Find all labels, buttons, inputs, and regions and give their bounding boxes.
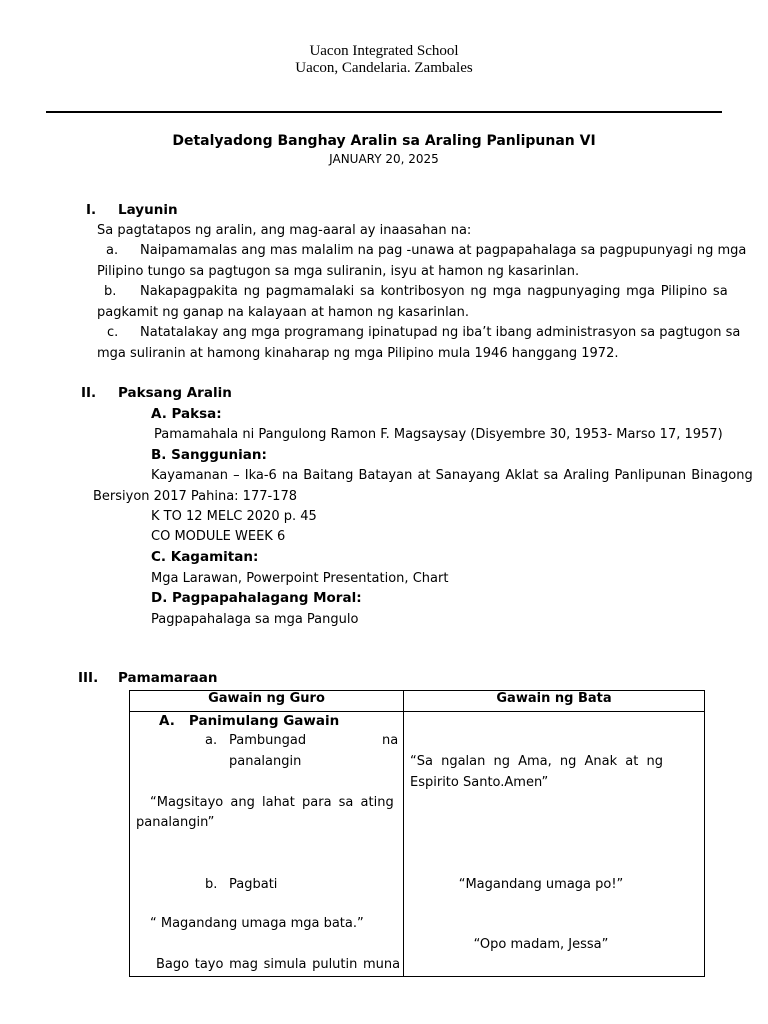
objective-a-line2: Pilipino tungo sa pagtugon sa mga suliranin, isyu at hamon ng kasarinlan. [97,264,580,279]
item-a-line2: panalangin [229,754,302,769]
section-2-number: II. [81,385,97,401]
bata-cell [404,712,705,977]
panimulang-gawain-heading: A. Panimulang Gawain [159,713,340,729]
item-a-line1-right: na [382,733,399,748]
kagamitan-label: C. Kagamitan: [151,549,259,565]
prayer-instruction-line1: “Magsitayo ang lahat para sa ating [150,795,394,810]
section-1-title: Layunin [118,202,178,218]
objective-a-line1: Naipamamalas ang mas malalim na pag -unawa at pagpapahalaga sa pagpupunyagi ng mga [140,243,747,258]
table-row [130,712,705,977]
objective-b-line1: Nakapagpakita ng pagmamalaki sa kontribosyon ng mga nagpunyaging mga Pilipino sa [140,284,728,299]
student-prayer-line1: “Sa ngalan ng Ama, ng Anak at ng [410,754,663,769]
document-date: JANUARY 20, 2025 [329,152,439,166]
objective-c-marker: c. [107,325,119,340]
column-header-guro: Gawain ng Guro [130,691,404,712]
sanggunian-label: B. Sanggunian: [151,447,267,463]
section-3-number: III. [78,670,99,686]
moral-label: D. Pagpapahalagang Moral: [151,590,362,606]
objective-a-marker: a. [106,243,119,258]
section-1-number: I. [86,202,97,218]
guro-cell [130,712,404,977]
school-name: Uacon Integrated School [309,43,459,59]
item-b-text: Pagbati [229,877,278,892]
objective-b-marker: b. [104,284,117,299]
document-title: Detalyadong Banghay Aralin sa Araling Panlipunan VI [172,133,596,149]
objectives-intro: Sa pagtatapos ng aralin, ang mag-aaral ay inaasahan na: [97,223,472,238]
header-divider [46,111,722,113]
section-2-title: Paksang Aralin [118,385,232,401]
sanggunian-line4: CO MODULE WEEK 6 [151,529,286,544]
kagamitan-value: Mga Larawan, Powerpoint Presentation, Chart [151,571,449,586]
item-a-line1-left: Pambungad [229,733,307,748]
item-b-marker: b. [205,877,218,892]
student-reply: “Opo madam, Jessa” [473,937,609,952]
student-greeting-reply: “Magandang umaga po!” [458,877,624,892]
school-address: Uacon, Candelaria. Zambales [295,60,473,76]
item-a-marker: a. [205,733,218,748]
activities-table [129,690,705,977]
objective-c-line1: Natatalakay ang mga programang ipinatupad ng iba’t ibang administrasyon sa pagtugon sa [140,325,741,340]
prayer-instruction-line2: panalangin” [136,815,215,830]
sanggunian-line1: Kayamanan – Ika-6 na Baitang Batayan at Sanayang Aklat sa Araling Panlipunan Binagong [151,468,753,483]
sanggunian-line2: Bersiyon 2017 Pahina: 177-178 [93,489,297,504]
objective-b-line2: pagkamit ng ganap na kalayaan at hamon ng kasarinlan. [97,305,470,320]
teacher-greeting: “ Magandang umaga mga bata.” [150,916,364,931]
teacher-instruction: Bago tayo mag simula pulutin muna [156,957,401,972]
moral-value: Pagpapahalaga sa mga Pangulo [151,612,359,627]
student-prayer-line2: Espirito Santo.Amen” [410,775,549,790]
objective-c-line2: mga suliranin at hamong kinaharap ng mga Pilipino mula 1946 hanggang 1972. [97,346,619,361]
table-header-row [130,691,705,712]
column-header-bata: Gawain ng Bata [404,691,705,712]
section-3-title: Pamamaraan [118,670,218,686]
sanggunian-line3: K TO 12 MELC 2020 p. 45 [151,509,317,524]
paksa-value: Pamamahala ni Pangulong Ramon F. Magsaysay (Disyembre 30, 1953- Marso 17, 1957) [154,427,723,442]
paksa-label: A. Paksa: [151,406,222,422]
